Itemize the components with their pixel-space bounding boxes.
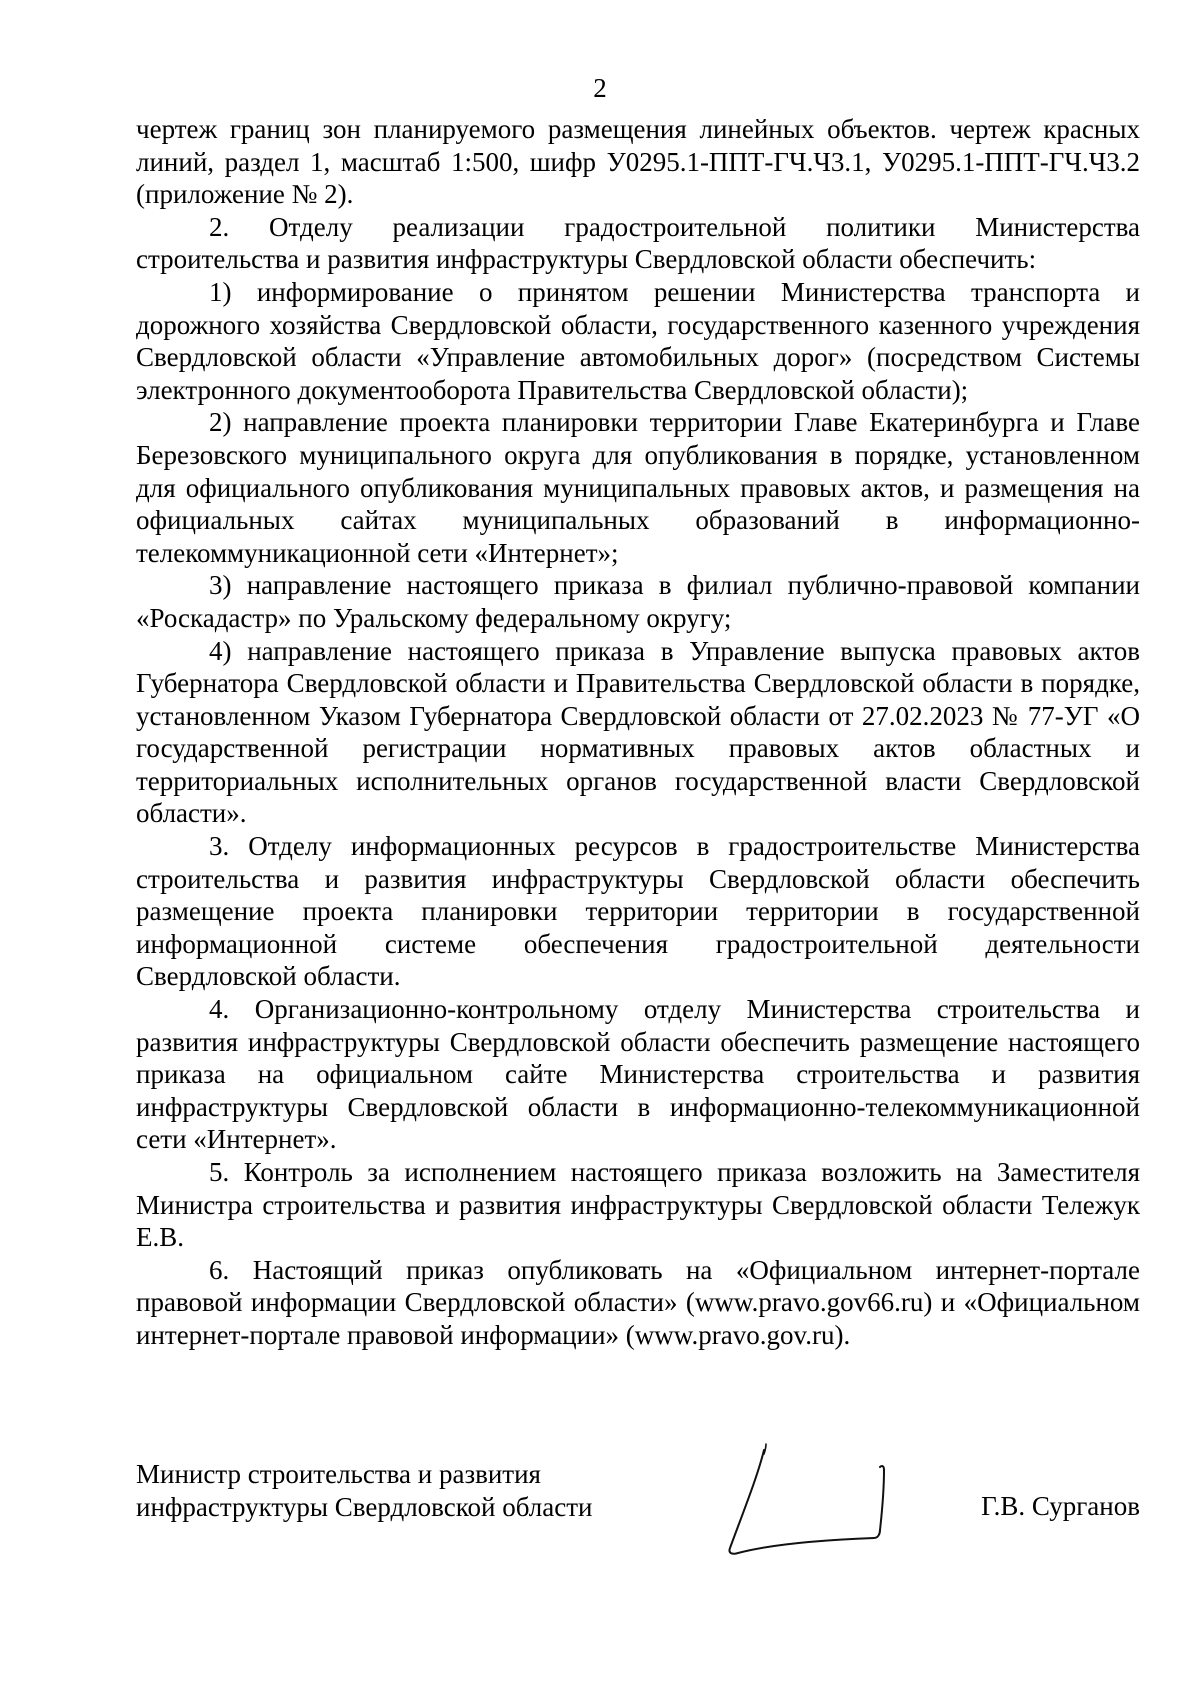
subitem-2-4: 4) направление настоящего приказа в Управление выпуска правовых актов Губернатора Свердловской области и Правительства Свердловской области в порядке, установленном Указом Губернатора Свердловской области от 27.02.2023 № 77-УГ «О государственной регистрации нормативных правовых актов областных и территориальных исполнительных органов государственной власти Свердловской области». (136, 635, 1140, 829)
paragraph-item-6: 6. Настоящий приказ опубликовать на «Официальном интернет-портале правовой информации Свердловской области» (www.pravo.gov66.ru) и «Официальном интернет-портале правовой информации» (www.pravo.gov.ru). (136, 1254, 1140, 1350)
page-number: 2 (593, 73, 607, 103)
paragraph-item-3: 3. Отделу информационных ресурсов в градостроительстве Министерства строительства и развития инфраструктуры Свердловской области обеспечить размещение проекта планировки территории территории в государственной информационной системе обеспечения градостроительной деятельности Свердловской области. (136, 831, 1140, 992)
document-body (136, 113, 1140, 1352)
paragraph-item-2: 2. Отделу реализации градостроительной политики Министерства строительства и развития инфраструктуры Свердловской области обеспечить: (136, 211, 1140, 275)
subitem-2-3: 3) направление настоящего приказа в филиал публично-правовой компании «Роскадастр» по Уральскому федеральному округу; (136, 570, 1140, 633)
signature-block (136, 1458, 1140, 1578)
handwritten-signature (722, 1440, 902, 1560)
signatory-title-line-1: Министр строительства и развития (136, 1459, 541, 1489)
subitem-2-1: 1) информирование о принятом решении Министерства транспорта и дорожного хозяйства Свердловской области, государственного казенного учреждения Свердловской области «Управление автомобильных дорог» (посредством Системы электронного документооборота Правительства Свердловской области); (136, 276, 1140, 405)
signatory-title (136, 1458, 696, 1523)
subitem-2-2: 2) направление проекта планировки территории Главе Екатеринбурга и Главе Березовского муниципального округа для опубликования в порядке, установленном для официального опубликования муниципальных правовых актов, и размещения на официальных сайтах муниципальных образований в информационно-телекоммуникационной сети «Интернет»; (136, 407, 1140, 568)
signatory-name: Г.В. Сурганов (981, 1491, 1140, 1521)
paragraph-item-4: 4. Организационно-контрольному отделу Министерства строительства и развития инфраструктуры Свердловской области обеспечить размещение настоящего приказа на официальном сайте Министерства строительства и развития инфраструктуры Свердловской области в информационно-телекоммуникационной сети «Интернет». (136, 994, 1140, 1155)
paragraph-item-5: 5. Контроль за исполнением настоящего приказа возложить на Заместителя Министра строительства и развития инфраструктуры Свердловской области Тележук Е.В. (136, 1157, 1140, 1253)
paragraph-1-continuation: чертеж границ зон планируемого размещения линейных объектов. чертеж красных линий, раздел 1, масштаб 1:500, шифр У0295.1-ППТ-ГЧ.Ч3.1, У0295.1-ППТ-ГЧ.Ч3.2 (приложение № 2). (136, 114, 1140, 210)
signatory-title-line-2: инфраструктуры Свердловской области (136, 1491, 593, 1522)
